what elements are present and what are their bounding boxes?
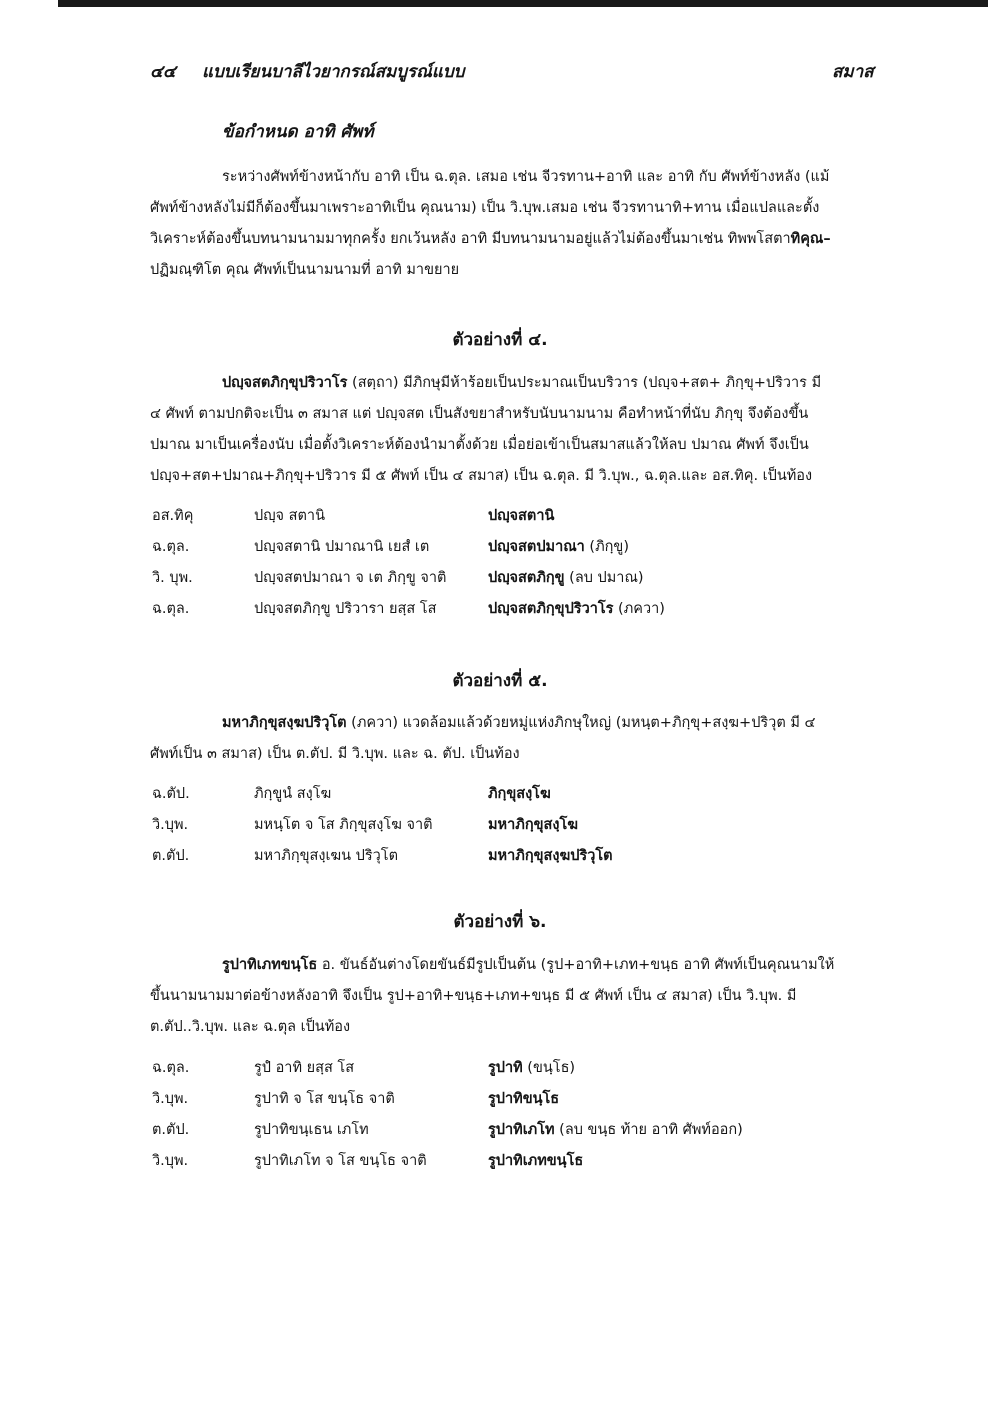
example-line: ปญฺจสตภิกฺขุปริวาโร (สตฺถา) มีภิกษุมีห้าร้อยเป็นประมาณเป็นบริวาร (ปญฺจ+สต+ ภิกฺขุ+ปริวาร มี xyxy=(222,375,822,391)
example-line: ต.ตัป..วิ.บุพ. และ ฉ.ตุล เป็นท้อง xyxy=(150,1019,351,1035)
example-line: ปญฺจ+สต+ปมาณ+ภิกฺขุ+ปริวาร มี ๕ ศัพท์ เป็น ๔ สมาส) เป็น ฉ.ตุล. มี วิ.บุพ., ฉ.ตุล.และ อส.ทิคุ. เป็นท้อง xyxy=(150,468,813,484)
section-title: สมาส xyxy=(832,62,874,82)
example-term: รูปาทิเภทขนฺโธ xyxy=(222,957,318,973)
example-6-paragraph xyxy=(150,950,890,1043)
rule-heading: ข้อกำหนด อาทิ ศัพท์ xyxy=(222,122,374,142)
table-row: วิ. บุพ. ปญฺจสตปมาณา จ เต ภิกฺขู จาติ ปญฺจสตภิกฺขู (ลบ ปมาณ) xyxy=(152,570,644,586)
book-title: แบบเรียนบาลีไวยากรณ์สมบูรณ์แบบ xyxy=(202,62,465,82)
rule-paragraph xyxy=(150,162,890,286)
table-row: ฉ.ตุล. ปญฺจสตานิ ปมาณานิ เยสํ เต ปญฺจสตปมาณา (ภิกฺขู) xyxy=(152,539,630,555)
example-5-paragraph xyxy=(150,708,890,770)
example-4-title: ตัวอย่างที่ ๔. xyxy=(452,330,548,350)
table-row: ต.ตัป. มหาภิกฺขุสงฺเฆน ปริวุโต มหาภิกฺขุสงฺฆปริวุโต xyxy=(152,848,613,864)
example-line: มหาภิกฺขุสงฺฆปริวุโต (ภควา) แวดล้อมแล้วด้วยหมู่แห่งภิกษุใหญ่ (มหนฺต+ภิกฺขุ+สงฺฆ+ปริวุต มี ๔ xyxy=(222,715,816,731)
table-row: อส.ทิคุ ปญฺจ สตานิ ปญฺจสตานิ xyxy=(152,508,555,524)
table-row: ต.ตัป. รูปาทิขนฺเธน เภโท รูปาทิเภโท (ลบ ขนฺธ ท้าย อาทิ ศัพท์ออก) xyxy=(152,1122,743,1138)
example-line: ศัพท์เป็น ๓ สมาส) เป็น ต.ตัป. มี วิ.บุพ. และ ฉ. ตัป. เป็นท้อง xyxy=(150,746,520,762)
rule-line: วิเคราะห์ต้องขึ้นบทนามนามมาทุกครั้ง ยกเว้นหลัง อาทิ มีบทนามนามอยู่แล้วไม่ต้องขึ้นมาเช่น ทิพพโสตาทิคุณ– xyxy=(150,231,831,247)
example-term: มหาภิกฺขุสงฺฆปริวุโต xyxy=(222,715,347,731)
scan-top-edge xyxy=(58,0,988,7)
rule-line: ศัพท์ข้างหลังไม่มีก็ต้องขึ้นมาเพราะอาทิเป็น คุณนาม) เป็น วิ.บุพ.เสมอ เช่น จีวรทานาทิ+ทาน เมื่อแปลและตั้ง xyxy=(150,200,820,216)
example-6-title: ตัวอย่างที่ ๖. xyxy=(453,912,547,932)
example-4-paragraph xyxy=(150,368,890,492)
table-row: วิ.บุพ. รูปาทิ จ โส ขนฺโธ จาติ รูปาทิขนฺโธ xyxy=(152,1091,560,1107)
example-line: ปมาณ มาเป็นเครื่องนับ เมื่อตั้งวิเคราะห์ต้องนำมาตั้งด้วย เมื่อย่อเข้าเป็นสมาสแล้วให้ลบ ปมาณ ศัพท์ จึงเป็น xyxy=(150,437,809,453)
table-row: วิ.บุพ. มหนฺโต จ โส ภิกฺขุสงฺโฆ จาติ มหาภิกฺขุสงฺโฆ xyxy=(152,817,578,833)
example-line: รูปาทิเภทขนฺโธ อ. ขันธ์อันต่างโดยขันธ์มีรูปเป็นต้น (รูป+อาทิ+เภท+ขนฺธ อาทิ ศัพท์เป็นคุณนามให้ xyxy=(222,957,835,973)
table-row: ฉ.ตัป. ภิกฺขูนํ สงฺโฆ ภิกฺขุสงฺโฆ xyxy=(152,786,551,802)
table-row: ฉ.ตุล. ปญฺจสตภิกฺขู ปริวารา ยสฺส โส ปญฺจสตภิกฺขุปริวาโร (ภควา) xyxy=(152,601,665,617)
rule-line: ปฏิมณฺฑิโต คุณ ศัพท์เป็นนามนามที่ อาทิ มาขยาย xyxy=(150,262,460,278)
example-term: ปญฺจสตภิกฺขุปริวาโร xyxy=(222,375,348,391)
example-5-analysis-table xyxy=(152,778,872,871)
page-number: ๔๔ xyxy=(150,62,176,82)
table-row: วิ.บุพ. รูปาทิเภโท จ โส ขนฺโธ จาติ รูปาทิเภทขนฺโธ xyxy=(152,1153,584,1169)
example-6-analysis-table xyxy=(152,1052,872,1176)
example-line: ๔ ศัพท์ ตามปกติจะเป็น ๓ สมาส แต่ ปญฺจสต เป็นสังขยาสำหรับนับนามนาม คือทำหน้าที่นับ ภิกฺขุ จึงต้องขึ้น xyxy=(150,406,809,422)
table-row: ฉ.ตุล. รูปํ อาทิ ยสฺส โส รูปาทิ (ขนฺโธ) xyxy=(152,1060,576,1076)
example-5-title: ตัวอย่างที่ ๕. xyxy=(452,671,548,691)
example-line: ขึ้นนามนามมาต่อข้างหลังอาทิ จึงเป็น รูป+อาทิ+ขนฺธ+เภท+ขนฺธ มี ๕ ศัพท์ เป็น ๔ สมาส) เป็น วิ.บุพ. มี xyxy=(150,988,797,1004)
example-4-analysis-table xyxy=(152,500,872,624)
rule-line: ระหว่างศัพท์ข้างหน้ากับ อาทิ เป็น ฉ.ตุล. เสมอ เช่น จีวรทาน+อาทิ และ อาทิ กับ ศัพท์ข้างหลัง (แม้ xyxy=(222,169,830,185)
